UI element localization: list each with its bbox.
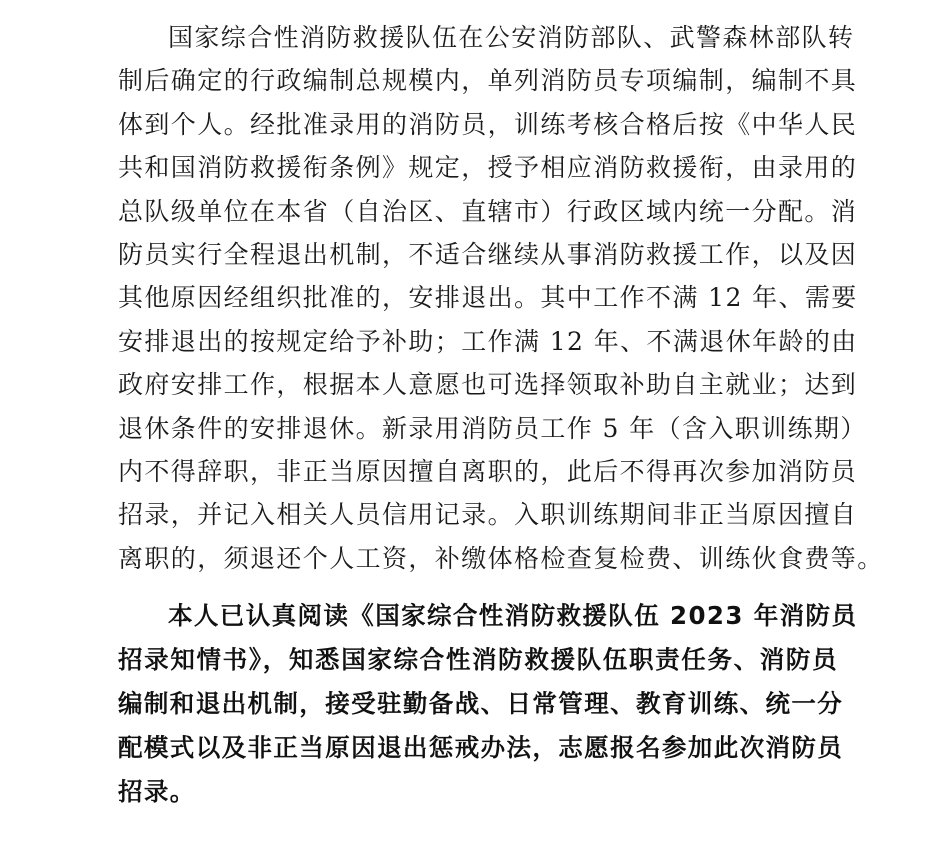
text-line: 编制和退出机制，接受驻勤备战、日常管理、教育训练、统一分 [118,689,844,718]
text-line: 招录知情书》，知悉国家综合性消防救援队伍职责任务、消防员 [118,645,838,674]
text-line: 内不得辞职，非正当原因擅自离职的，此后不得再次参加消防员 [118,456,858,486]
text-line: 制后确定的行政编制总规模内，单列消防员专项编制，编制不具 [118,66,858,96]
text-line: 本人已认真阅读《国家综合性消防救援队伍 2023 年消防员 [168,601,858,630]
text-line: 共和国消防救援衔条例》规定，授予相应消防救援衔，由录用的 [118,153,858,183]
paragraph-fire-rescue-policy [118,16,884,580]
text-line: 安排退出的按规定给予补助；工作满 12 年、不满退休年龄的由 [118,326,858,356]
text-line: 退休条件的安排退休。新录用消防员工作 5 年（含入职训练期） [118,413,867,443]
text-line: 国家综合性消防救援队伍在公安消防部队、武警森林部队转 [168,23,855,52]
text-line: 总队级单位在本省（自治区、直辖市）行政区域内统一分配。消 [118,196,858,226]
text-line: 招录，并记入相关人员信用记录。入职训练期间非正当原因擅自 [118,500,858,530]
text-line: 其他原因经组织批准的，安排退出。其中工作不满 12 年、需要 [118,283,858,313]
text-line: 配模式以及非正当原因退出惩戒办法，志愿报名参加此次消防员 [118,733,844,762]
text-line: 离职的，须退还个人工资，补缴体格检查复检费、训练伙食费等。 [118,543,884,573]
text-line: 招录。 [118,777,196,806]
text-line: 政府安排工作，根据本人意愿也可选择领取补助自主就业；达到 [118,370,858,400]
text-line: 防员实行全程退出机制，不适合继续从事消防救援工作，以及因 [118,239,858,269]
paragraph-applicant-statement [118,594,858,814]
text-line: 体到个人。经批准录用的消防员，训练考核合格后按《中华人民 [118,109,858,139]
